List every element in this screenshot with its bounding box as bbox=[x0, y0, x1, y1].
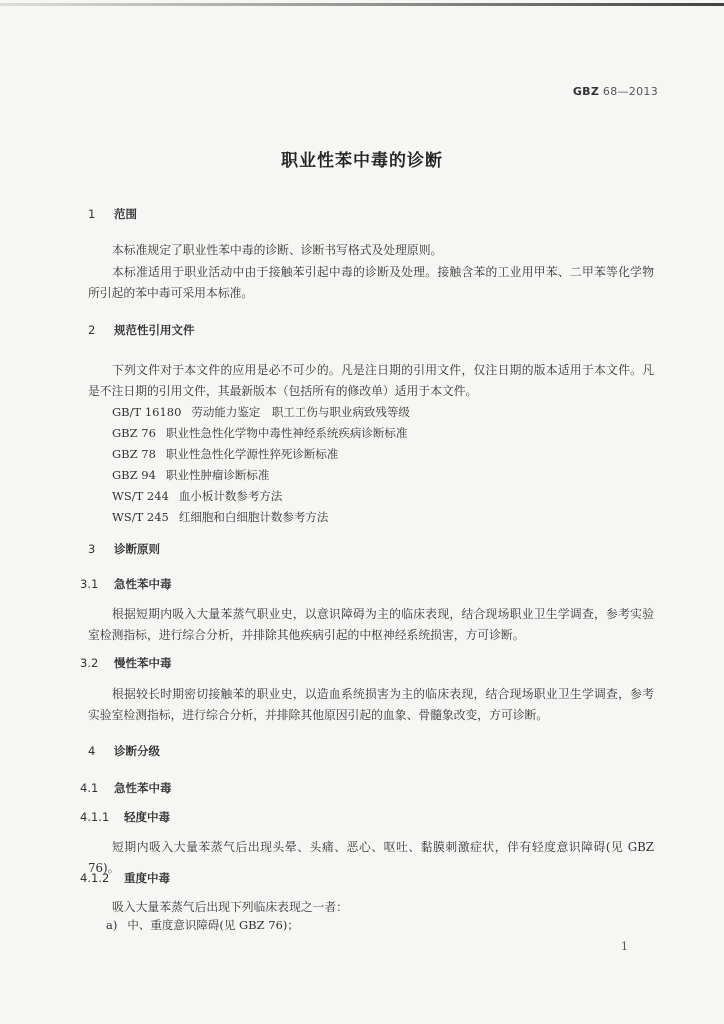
list-item bbox=[106, 917, 299, 933]
section-3-1-heading bbox=[80, 576, 172, 592]
list-item-text: 中、重度意识障碍(见 GBZ 76)； bbox=[127, 918, 299, 932]
section-4-1-1-heading bbox=[80, 809, 170, 825]
section-number: 4.1.1 bbox=[80, 810, 110, 824]
reference-text: 血小板计数参考方法 bbox=[178, 489, 283, 503]
section-4-1-heading bbox=[80, 780, 172, 796]
section-4-1-2-paragraph: 吸入大量苯蒸气后出现下列临床表现之一者： bbox=[112, 900, 348, 914]
section-number: 4.1.2 bbox=[80, 871, 110, 885]
section-title: 重度中毒 bbox=[124, 871, 170, 885]
standard-prefix: GBZ bbox=[572, 85, 600, 98]
reference-item bbox=[112, 467, 269, 483]
section-2-paragraph: 下列文件对于本文件的应用是必不可少的。凡是注日期的引用文件，仅注日期的版本适用于本文件。凡是不注日期的引用文件，其最新版本（包括所有的修改单）适用于本文件。 bbox=[88, 363, 654, 398]
section-title: 慢性苯中毒 bbox=[114, 656, 172, 670]
section-4-1-1-paragraph: 短期内吸入大量苯蒸气后出现头晕、头痛、恶心、呕吐、黏膜刺激症状，伴有轻度意识障碍(见 GBZ 76)。 bbox=[88, 840, 654, 875]
section-number: 1 bbox=[88, 207, 96, 221]
reference-text: 职业性急性化学物中毒性神经系统疾病诊断标准 bbox=[165, 426, 408, 440]
section-title: 范围 bbox=[114, 207, 137, 221]
section-number: 2 bbox=[88, 323, 96, 337]
section-number: 4 bbox=[88, 744, 96, 758]
section-number: 3.1 bbox=[80, 577, 99, 591]
section-3-1-paragraph: 根据短期内吸入大量苯蒸气职业史，以意识障碍为主的临床表现，结合现场职业卫生学调查，参考实验室检测指标，进行综合分析，并排除其他疾病引起的中枢神经系统损害，方可诊断。 bbox=[88, 607, 654, 642]
reference-code: GB/T 16180 bbox=[112, 405, 182, 419]
reference-text: 职业性急性化学源性猝死诊断标准 bbox=[165, 447, 339, 461]
reference-item bbox=[112, 404, 410, 420]
section-4-heading bbox=[88, 743, 160, 759]
section-number: 3.2 bbox=[80, 656, 99, 670]
reference-text: 劳动能力鉴定 职工工伤与职业病致残等级 bbox=[191, 405, 410, 419]
section-title: 急性苯中毒 bbox=[114, 577, 172, 591]
reference-code: WS/T 245 bbox=[112, 510, 169, 524]
reference-item bbox=[112, 509, 328, 525]
section-title: 诊断原则 bbox=[114, 542, 160, 556]
reference-item bbox=[112, 425, 407, 441]
reference-item bbox=[112, 488, 282, 504]
reference-text: 职业性肿瘤诊断标准 bbox=[165, 468, 270, 482]
section-2-heading bbox=[88, 322, 195, 338]
reference-code: GBZ 94 bbox=[112, 468, 156, 482]
section-1-paragraph-2: 本标准适用于职业活动中由于接触苯引起中毒的诊断及处理。接触含苯的工业用甲苯、二甲苯等化学物所引起的苯中毒可采用本标准。 bbox=[88, 265, 654, 300]
section-4-1-2-heading bbox=[80, 870, 170, 886]
reference-code: WS/T 244 bbox=[112, 489, 169, 503]
section-number: 3 bbox=[88, 542, 96, 556]
reference-code: GBZ 78 bbox=[112, 447, 156, 461]
section-title: 诊断分级 bbox=[114, 744, 160, 758]
section-3-2-paragraph: 根据较长时期密切接触苯的职业史，以造血系统损害为主的临床表现，结合现场职业卫生学调查，参考实验室检测指标，进行综合分析，并排除其他原因引起的血象、骨髓象改变，方可诊断。 bbox=[88, 687, 654, 722]
section-title: 规范性引用文件 bbox=[114, 323, 195, 337]
standard-number: 68—2013 bbox=[602, 85, 658, 98]
section-number: 4.1 bbox=[80, 781, 99, 795]
page-title: 职业性苯中毒的诊断 bbox=[281, 151, 443, 171]
standard-code bbox=[573, 85, 658, 98]
reference-text: 红细胞和白细胞计数参考方法 bbox=[178, 510, 329, 524]
reference-item bbox=[112, 446, 338, 462]
list-item-label: a) bbox=[106, 918, 118, 932]
section-1-paragraph-1: 本标准规定了职业性苯中毒的诊断、诊断书写格式及处理原则。 bbox=[112, 243, 443, 257]
page-number: 1 bbox=[621, 940, 628, 953]
section-1-heading bbox=[88, 206, 137, 222]
reference-code: GBZ 76 bbox=[112, 426, 156, 440]
section-3-heading bbox=[88, 541, 160, 557]
section-title: 急性苯中毒 bbox=[114, 781, 172, 795]
section-3-2-heading bbox=[80, 655, 172, 671]
section-title: 轻度中毒 bbox=[124, 810, 170, 824]
